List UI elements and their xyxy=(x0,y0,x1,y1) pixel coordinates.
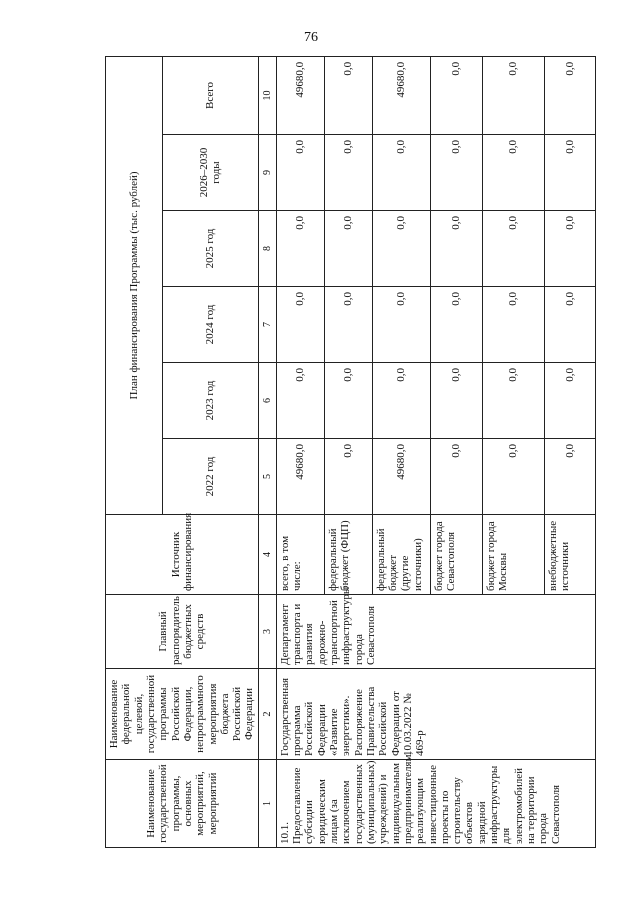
column-number: 6 xyxy=(258,363,276,439)
value-cell: 0,0 xyxy=(544,56,595,134)
value-cell: 0,0 xyxy=(372,287,430,363)
rotated-table-wrapper xyxy=(105,57,584,848)
value-cell: 49680,0 xyxy=(372,439,430,515)
header-plan: План финансирования Программы (тыс. рублей) xyxy=(106,56,163,514)
financing-table xyxy=(105,56,596,848)
value-cell: 0,0 xyxy=(482,135,544,211)
page-number: 76 xyxy=(304,30,318,45)
column-number: 2 xyxy=(258,669,276,760)
value-cell: 0,0 xyxy=(482,56,544,134)
value-cell: 0,0 xyxy=(482,287,544,363)
header-year-2026-2030: 2026–2030 годы xyxy=(162,135,258,211)
value-cell: 0,0 xyxy=(544,439,595,515)
value-cell: 0,0 xyxy=(324,439,372,515)
header-year-2023: 2023 год xyxy=(162,363,258,439)
budget-administrator: Департамент транспорта и развития дорожно-транспортной инфраструктуры города Севастополя xyxy=(276,595,595,669)
value-cell: 0,0 xyxy=(544,135,595,211)
measure-name: 10.1. Предоставление субсидии юридическим лицам (за исключением государственных (муниципальных) учреждений) и индивидуальным предпринимателям, реализующим инвестиционные проекты по строительству объектов зарядной инфраструктуры для электромобилей на территории города Севастополя xyxy=(276,760,595,848)
value-cell: 49680,0 xyxy=(276,56,324,134)
funding-source: внебюджетные источники xyxy=(544,515,595,595)
column-number: 3 xyxy=(258,595,276,669)
value-cell: 0,0 xyxy=(482,363,544,439)
value-cell: 0,0 xyxy=(372,135,430,211)
value-cell: 0,0 xyxy=(430,363,482,439)
value-cell: 0,0 xyxy=(372,363,430,439)
value-cell: 0,0 xyxy=(482,439,544,515)
header-administrator: Главный распорядитель бюджетных средств xyxy=(106,595,259,669)
header-year-2024: 2024 год xyxy=(162,287,258,363)
value-cell: 0,0 xyxy=(430,287,482,363)
value-cell: 0,0 xyxy=(430,135,482,211)
header-year-2025: 2025 год xyxy=(162,211,258,287)
value-cell: 0,0 xyxy=(544,211,595,287)
column-number: 1 xyxy=(258,760,276,848)
funding-source: федеральный бюджет (ФЦП) xyxy=(324,515,372,595)
value-cell: 49680,0 xyxy=(372,56,430,134)
value-cell: 0,0 xyxy=(276,135,324,211)
column-number: 5 xyxy=(258,439,276,515)
column-number: 10 xyxy=(258,56,276,134)
value-cell: 0,0 xyxy=(544,287,595,363)
column-number: 8 xyxy=(258,211,276,287)
funding-source: всего, в том числе: xyxy=(276,515,324,595)
value-cell: 0,0 xyxy=(324,211,372,287)
header-program-name: Наименование государственной программы, основных мероприятий, мероприятий xyxy=(106,760,259,848)
funding-source: бюджет города Москвы xyxy=(482,515,544,595)
column-number: 4 xyxy=(258,515,276,595)
value-cell: 0,0 xyxy=(324,56,372,134)
value-cell: 0,0 xyxy=(544,363,595,439)
header-total: Всего xyxy=(162,56,258,134)
value-cell: 0,0 xyxy=(372,211,430,287)
funding-source: бюджет города Севастополя xyxy=(430,515,482,595)
value-cell: 0,0 xyxy=(324,135,372,211)
value-cell: 0,0 xyxy=(430,211,482,287)
value-cell: 0,0 xyxy=(276,363,324,439)
header-year-2022: 2022 год xyxy=(162,439,258,515)
value-cell: 0,0 xyxy=(324,363,372,439)
value-cell: 0,0 xyxy=(482,211,544,287)
header-federal-program: Наименование федеральной целевой, государственной программы Российской Федерации, непрограммного мероприятия бюджета Российской Федерации xyxy=(106,669,259,760)
funding-source: федеральный бюджет (другие источники) xyxy=(372,515,430,595)
column-number: 7 xyxy=(258,287,276,363)
header-funding-source: Источник финансирования xyxy=(106,515,259,595)
value-cell: 0,0 xyxy=(430,56,482,134)
value-cell: 0,0 xyxy=(430,439,482,515)
federal-program-name: Государственная программа Российской Федерации «Развитие энергетики». Распоряжение Правительства Российской Федерации от 10.03.2022 № 469-р xyxy=(276,669,595,760)
value-cell: 0,0 xyxy=(276,287,324,363)
value-cell: 0,0 xyxy=(276,211,324,287)
column-number: 9 xyxy=(258,135,276,211)
value-cell: 49680,0 xyxy=(276,439,324,515)
value-cell: 0,0 xyxy=(324,287,372,363)
